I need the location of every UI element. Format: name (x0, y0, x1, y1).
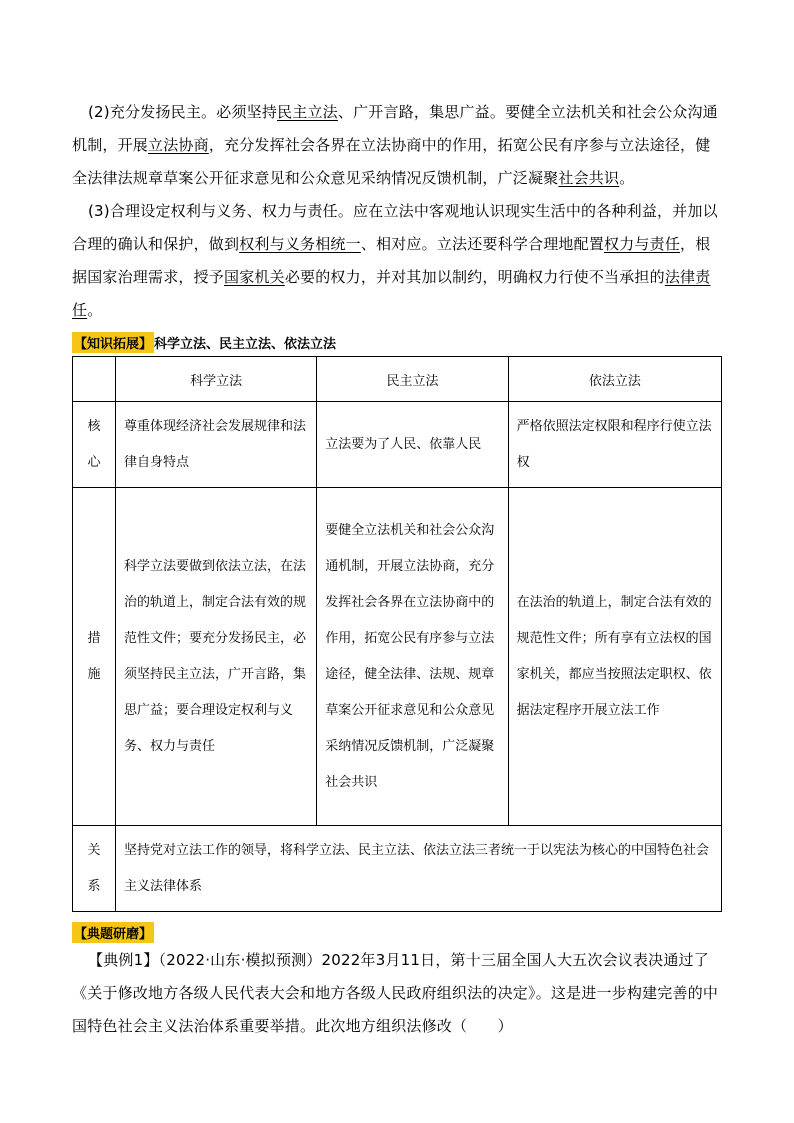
text-run: 。 (87, 301, 103, 319)
document-page (72, 96, 724, 1043)
text-run: ，根据国家治理需求，授予 (72, 235, 711, 286)
knowledge-tag: 【知识拓展】 (72, 332, 154, 353)
underlined-term: 法律责任 (72, 268, 711, 319)
table-header-cell: 民主立法 (317, 357, 508, 402)
text-run: (3)合理设定权利与义务、权力与责任。应在立法中客观地认识现实生活中的各种利益，并加以合理的确认和保护，做到 (72, 202, 718, 253)
table-header-cell: 科学立法 (115, 357, 316, 402)
row-label: 措施 (73, 488, 116, 826)
table-row-core (73, 402, 722, 488)
text-run: (2)充分发扬民主。必须坚持 (88, 103, 278, 121)
underlined-term: 权利与义务相统一 (239, 235, 361, 253)
table-header-cell: 依法立法 (508, 357, 721, 402)
row-label: 关系 (73, 826, 116, 912)
table-header-cell (73, 357, 116, 402)
example-tag: 【典题研磨】 (72, 922, 154, 943)
text-run: 必要的权力，并对其加以制约，明确权力行使不当承担的 (284, 268, 665, 286)
table-header-row (73, 357, 722, 402)
row-label: 核心 (73, 402, 116, 488)
knowledge-heading (72, 330, 724, 354)
table-cell: 要健全立法机关和社会公众沟通机制，开展立法协商，充分发挥社会各界在立法协商中的作用，拓宽公民有序参与立法途径，健全法律、法规、规章草案公开征求意见和公众意见采纳情况反馈机制，广泛凝聚社会共识 (317, 488, 508, 826)
text-run: 。 (619, 169, 635, 187)
table-cell: 立法要为了人民、依靠人民 (317, 402, 508, 488)
table-cell: 严格依照法定权限和程序行使立法权 (508, 402, 721, 488)
example-question: 【典例1】（2022·山东·模拟预测）2022年3月11日，第十三届全国人大五次会议表决通过了《关于修改地方各级人民代表大会和地方各级人民政府组织法的决定》。这是进一步构建完善的中国特色社会主义法治体系重要举措。此次地方组织法修改（ ） (72, 951, 719, 1035)
paragraph-democracy (72, 96, 724, 195)
underlined-term: 立法协商 (148, 136, 209, 154)
underlined-term: 社会共识 (558, 169, 620, 187)
table-cell: 坚持党对立法工作的领导，将科学立法、民主立法、依法立法三者统一于以宪法为核心的中国特色社会主义法律体系 (115, 826, 721, 912)
comparison-table (72, 356, 722, 912)
underlined-term: 权力与责任 (604, 235, 681, 253)
table-cell: 在法治的轨道上，制定合法有效的规范性文件；所有享有立法权的国家机关，都应当按照法定职权、依据法定程序开展立法工作 (508, 488, 721, 826)
example-heading (72, 920, 724, 944)
paragraph-rights-duties (72, 195, 724, 327)
text-run: 、广开言路，集思广益。要健全立法机关和社会公众沟通机制，开展 (72, 103, 718, 154)
table-cell: 科学立法要做到依法立法，在法治的轨道上，制定合法有效的规范性文件；要充分发扬民主，必须坚持民主立法，广开言路，集思广益；要合理设定权利与义务、权力与责任 (115, 488, 316, 826)
underlined-term: 民主立法 (277, 103, 338, 121)
table-cell: 尊重体现经济社会发展规律和法律自身特点 (115, 402, 316, 488)
table-row-measures (73, 488, 722, 826)
underlined-term: 国家机关 (224, 268, 285, 286)
table-row-relation (73, 826, 722, 912)
text-run: 、相对应。立法还要科学合理地配置 (360, 235, 605, 253)
knowledge-title: 科学立法、民主立法、依法立法 (154, 336, 337, 352)
text-run: ，充分发挥社会各界在立法协商中的作用，拓宽公民有序参与立法途径，健全法律法规章草案公开征求意见和公众意见采纳情况反馈机制，广泛凝聚 (72, 136, 711, 187)
